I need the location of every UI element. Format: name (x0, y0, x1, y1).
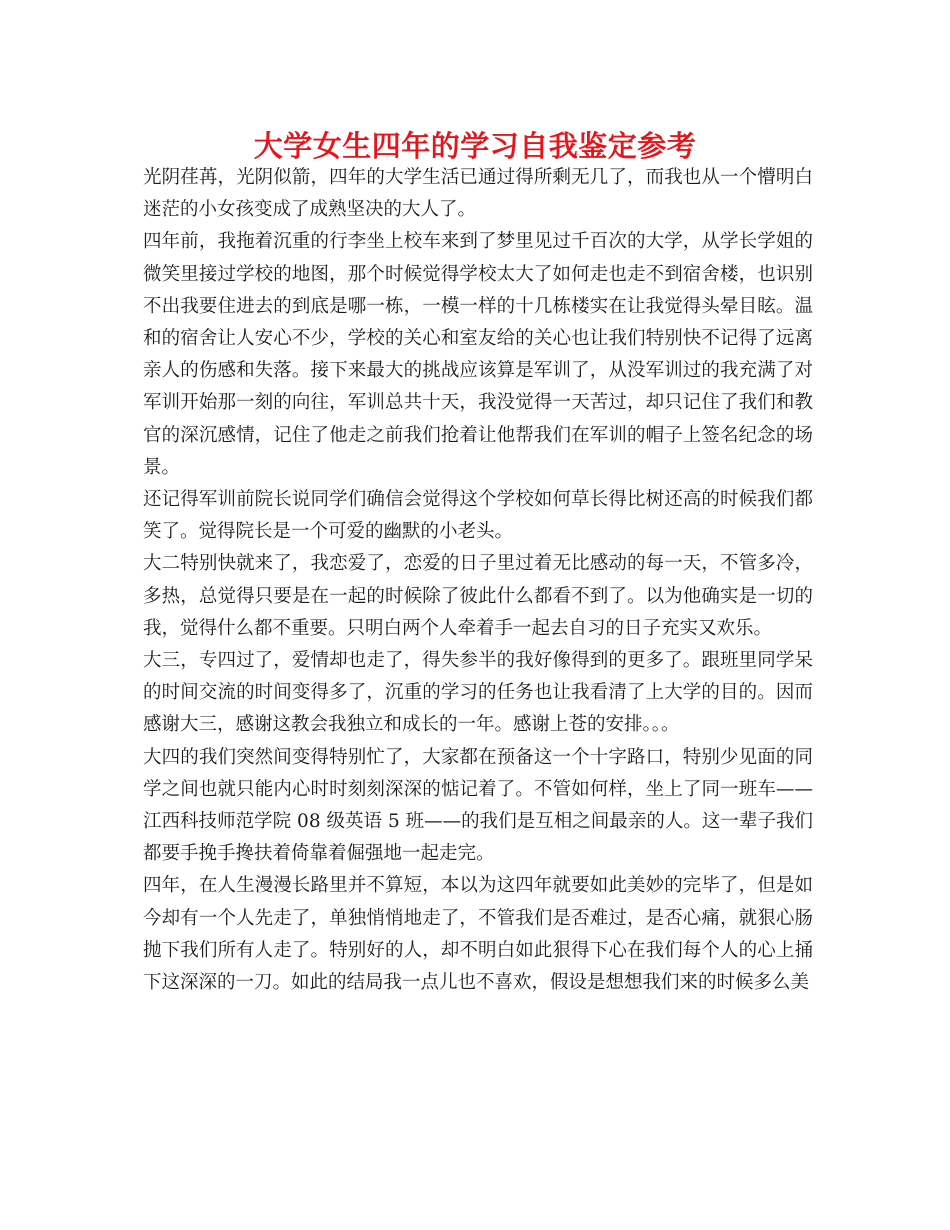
paragraph-senior-year: 大四的我们突然间变得特别忙了，大家都在预备这一个十字路口，特别少见面的同学之间也就只能内心时时刻刻深深的惦记着了。不管如何样，坐上了同一班车——江西科技师范学院 08 级英语 5 班——的我们是互相之间最亲的人。这一辈子我们都要手挽手搀扶着倚靠着倔强地一起走完。 (143, 746, 813, 865)
paragraph-sophomore-year: 大二特别快就来了，我恋爱了，恋爱的日子里过着无比感动的每一天，不管多冷，多热，总觉得只要是在一起的时候除了彼此什么都看不到了。以为他确实是一切的我，觉得什么都不重要。只明白两个人牵着手一起去自习的日子充实又欢乐。 (143, 553, 813, 639)
paragraph-dean-memory: 还记得军训前院长说同学们确信会觉得这个学校如何草长得比树还高的时候我们都笑了。觉得院长是一个可爱的幽默的小老头。 (143, 489, 813, 543)
document-title: 大学女生四年的学习自我鉴定参考 (253, 129, 697, 163)
paragraph-intro: 光阴荏苒，光阴似箭，四年的大学生活已通过得所剩无几了，而我也从一个懵明白迷茫的小女孩变成了成熟坚决的大人了。 (143, 167, 813, 221)
document-body (143, 162, 813, 999)
paragraph-four-years: 四年，在人生漫漫长路里并不算短，本以为这四年就要如此美妙的完毕了，但是如今却有一个人先走了，单独悄悄地走了，不管我们是否难过，是否心痛，就狠心肠抛下我们所有人走了。特别好的人，却不明白如此狠得下心在我们每个人的心上捅下这深深的一刀。如此的结局我一点儿也不喜欢，假设是想想我们来的时候多么美 (143, 875, 813, 994)
paragraph-junior-year: 大三，专四过了，爱情却也走了，得失参半的我好像得到的更多了。跟班里同学呆的时间交流的时间变得多了，沉重的学习的任务也让我看清了上大学的目的。因而感谢大三，感谢这教会我独立和成长的一年。感谢上苍的安排。。。 (143, 650, 813, 736)
paragraph-freshman-arrival: 四年前，我拖着沉重的行李坐上校车来到了梦里见过千百次的大学，从学长学姐的微笑里接过学校的地图，那个时候觉得学校太大了如何走也走不到宿舍楼，也识别不出我要住进去的到底是哪一栋，一模一样的十几栋楼实在让我觉得头晕目眩。温和的宿舍让人安心不少，学校的关心和室友给的关心也让我们特别快不记得了远离亲人的伤感和失落。接下来最大的挑战应该算是军训了，从没军训过的我充满了对军训开始那一刻的向往，军训总共十天，我没觉得一天苦过，却只记住了我们和教官的深沉感情，记住了他走之前我们抢着让他帮我们在军训的帽子上签名纪念的场景。 (143, 231, 813, 478)
